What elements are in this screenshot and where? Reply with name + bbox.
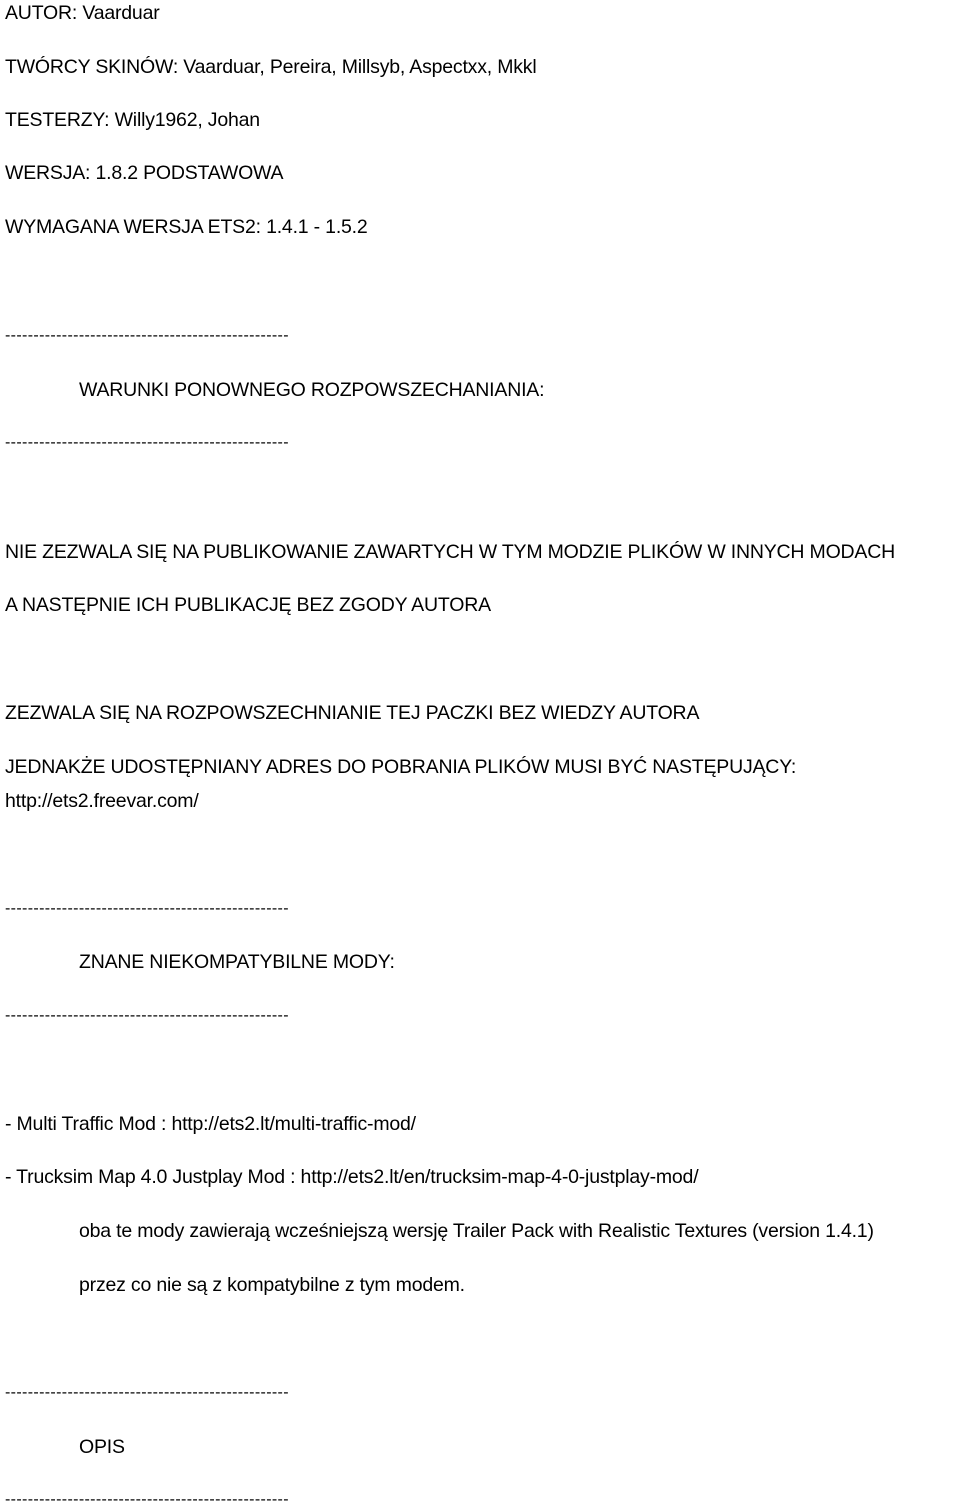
incompatible-note: przez co nie są z kompatybilne z tym modem. [79, 1274, 465, 1296]
redistribution-line: A NASTĘPNIE ICH PUBLIKACJĘ BEZ ZGODY AUTORA [5, 594, 491, 616]
incompatible-item: - Trucksim Map 4.0 Justplay Mod : http://ets2.lt/en/trucksim-map-4-0-justplay-mod/ [5, 1166, 699, 1188]
description-heading: OPIS [79, 1436, 125, 1458]
separator-line: -------------------------------------------------- [5, 1007, 289, 1024]
separator-line: -------------------------------------------------- [5, 900, 289, 917]
redistribution-line: JEDNAKŻE UDOSTĘPNIANY ADRES DO POBRANIA PLIKÓW MUSI BYĆ NASTĘPUJĄCY: [5, 756, 797, 778]
redistribution-heading: WARUNKI PONOWNEGO ROZPOWSZECHANIANIA: [79, 379, 545, 401]
incompatible-item: - Multi Traffic Mod : http://ets2.lt/multi-traffic-mod/ [5, 1113, 416, 1135]
redistribution-line: ZEZWALA SIĘ NA ROZPOWSZECHNIANIE TEJ PACZKI BEZ WIEDZY AUTORA [5, 702, 700, 724]
version-line: WERSJA: 1.8.2 PODSTAWOWA [5, 162, 284, 184]
separator-line: -------------------------------------------------- [5, 1384, 289, 1401]
required-version-line: WYMAGANA WERSJA ETS2: 1.4.1 - 1.5.2 [5, 216, 368, 238]
redistribution-line: NIE ZEZWALA SIĘ NA PUBLIKOWANIE ZAWARTYCH W TYM MODZIE PLIKÓW W INNYCH MODACH [5, 541, 895, 563]
testers-line: TESTERZY: Willy1962, Johan [5, 109, 260, 131]
separator-line: -------------------------------------------------- [5, 434, 289, 451]
incompatible-note: oba te mody zawierają wcześniejszą wersję Trailer Pack with Realistic Textures (version 1.4.1) [79, 1220, 874, 1242]
skin-creators-line: TWÓRCY SKINÓW: Vaarduar, Pereira, Millsyb, Aspectxx, Mkkl [5, 56, 537, 78]
download-url: http://ets2.freevar.com/ [5, 790, 199, 812]
separator-line: -------------------------------------------------- [5, 327, 289, 344]
author-line: AUTOR: Vaarduar [5, 2, 160, 24]
incompatible-heading: ZNANE NIEKOMPATYBILNE MODY: [79, 951, 395, 973]
separator-line: -------------------------------------------------- [5, 1491, 289, 1508]
